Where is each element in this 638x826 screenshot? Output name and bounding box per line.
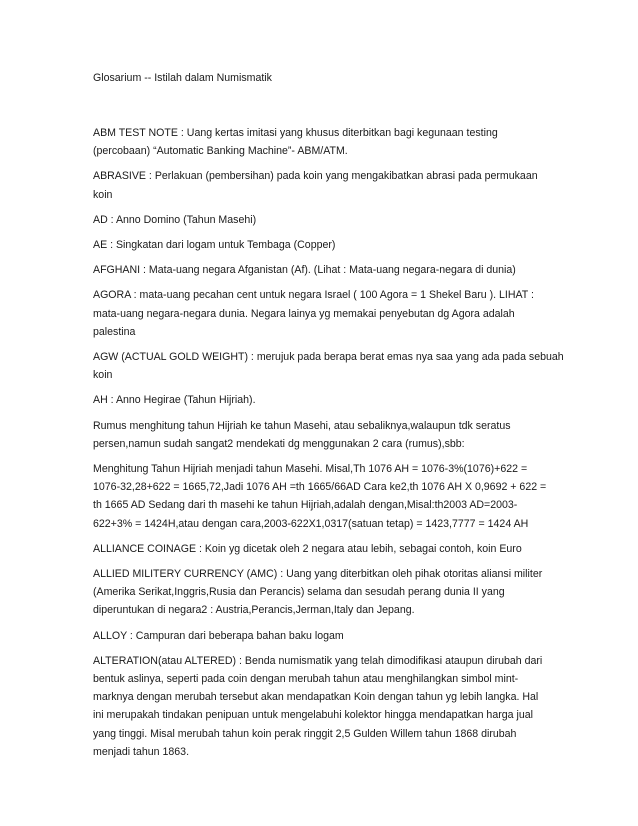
glossary-entry <box>93 627 545 645</box>
entry-line: 622+3% = 1424H,atau dengan cara,2003-622X1,0317(satuan tetap) = 1423,7777 = 1424 AH <box>93 517 529 530</box>
entry-line: AH : Anno Hegirae (Tahun Hijriah). <box>93 394 256 407</box>
entry-line: Menghitung Tahun Hijriah menjadi tahun Masehi. Misal,Th 1076 AH = 1076-3%(1076)+622 = <box>93 463 528 476</box>
glossary-entry <box>93 124 545 160</box>
entry-line: Rumus menghitung tahun Hijriah ke tahun Masehi, atau sebaliknya,walaupun tdk seratus <box>93 419 511 432</box>
entry-line: AE : Singkatan dari logam untuk Tembaga (Copper) <box>93 239 336 252</box>
entry-line: ALLOY : Campuran dari beberapa bahan baku logam <box>93 629 344 642</box>
glossary-entry <box>93 417 545 453</box>
entry-line: marknya dengan merubah tersebut akan mendapatkan Koin dengan tahun yg lebih langka. Hal <box>93 691 539 704</box>
entry-line: mata-uang negara-negara dunia. Negara lainya yg memakai penyebutan dg Agora adalah <box>93 307 515 320</box>
glossary-entry <box>93 286 545 341</box>
entry-line: menjadi tahun 1863. <box>93 745 190 758</box>
glossary-entry <box>93 348 564 384</box>
glossary-entries <box>93 124 564 761</box>
entry-line: diperuntukan di negara2 : Austria,Perancis,Jerman,Italy dan Jepang. <box>93 604 415 617</box>
entry-line: (Amerika Serikat,Inggris,Rusia dan Perancis) selama dan sesudah perang dunia II yang <box>93 586 505 599</box>
entry-line: ALTERATION(atau ALTERED) : Benda numismatik yang telah dimodifikasi ataupun dirubah dari <box>93 654 543 667</box>
glossary-entry <box>93 460 545 533</box>
glossary-entry <box>93 565 545 620</box>
glossary-entry <box>93 167 545 203</box>
glossary-entry <box>93 236 545 254</box>
document-title: Glosarium -- Istilah dalam Numismatik <box>93 72 272 84</box>
glossary-entry <box>93 211 545 229</box>
entry-line: ALLIANCE COINAGE : Koin yg dicetak oleh 2 negara atau lebih, sebagai contoh, koin Euro <box>93 542 522 555</box>
entry-line: (percobaan) “Automatic Banking Machine”- ABM/ATM. <box>93 145 348 158</box>
entry-line: ABM TEST NOTE : Uang kertas imitasi yang khusus diterbitkan bagi kegunaan testing <box>93 127 498 139</box>
entry-line: yang tinggi. Misal merubah tahun koin perak ringgit 2,5 Gulden Willem tahun 1868 dirubah <box>93 727 517 740</box>
entry-line: persen,namun sudah sangat2 mendekati dg menggunakan 2 cara (rumus),sbb: <box>93 437 465 450</box>
entry-line: th 1665 AD Sedang dari th masehi ke tahun Hijriah,adalah dengan,Misal:th2003 AD=2003- <box>93 499 518 512</box>
entry-line: bentuk aslinya, seperti pada coin dengan merubah tahun atau menghilangkan simbol mint- <box>93 673 519 686</box>
glossary-entry <box>93 261 545 279</box>
glossary-entry <box>93 652 545 761</box>
glossary-entry <box>93 540 545 558</box>
entry-line: koin <box>93 369 113 382</box>
entry-line: ini merupakah tindakan penipuan untuk mengelabuhi kolektor hingga mendapatkan harga jual <box>93 709 533 722</box>
entry-line: ALLIED MILITERY CURRENCY (AMC) : Uang yang diterbitkan oleh pihak otoritas aliansi militer <box>93 568 543 581</box>
entry-line: ABRASIVE : Perlakuan (pembersihan) pada koin yang mengakibatkan abrasi pada permukaan <box>93 170 538 183</box>
glossary-entry <box>93 391 545 409</box>
document-page <box>93 70 564 768</box>
entry-line: AGW (ACTUAL GOLD WEIGHT) : merujuk pada berapa berat emas nya saa yang ada pada sebuah <box>93 351 564 364</box>
entry-line: AGORA : mata-uang pecahan cent untuk negara Israel ( 100 Agora = 1 Shekel Baru ). LIHAT : <box>93 289 534 302</box>
entry-line: AD : Anno Domino (Tahun Masehi) <box>93 213 257 226</box>
entry-line: koin <box>93 188 113 201</box>
entry-line: AFGHANI : Mata-uang negara Afganistan (Af). (Lihat : Mata-uang negara-negara di dunia) <box>93 264 516 277</box>
entry-line: palestina <box>93 325 136 338</box>
entry-line: 1076-32,28+622 = 1665,72,Jadi 1076 AH =th 1665/66AD Cara ke2,th 1076 AH X 0,9692 + 622 = <box>93 481 547 494</box>
